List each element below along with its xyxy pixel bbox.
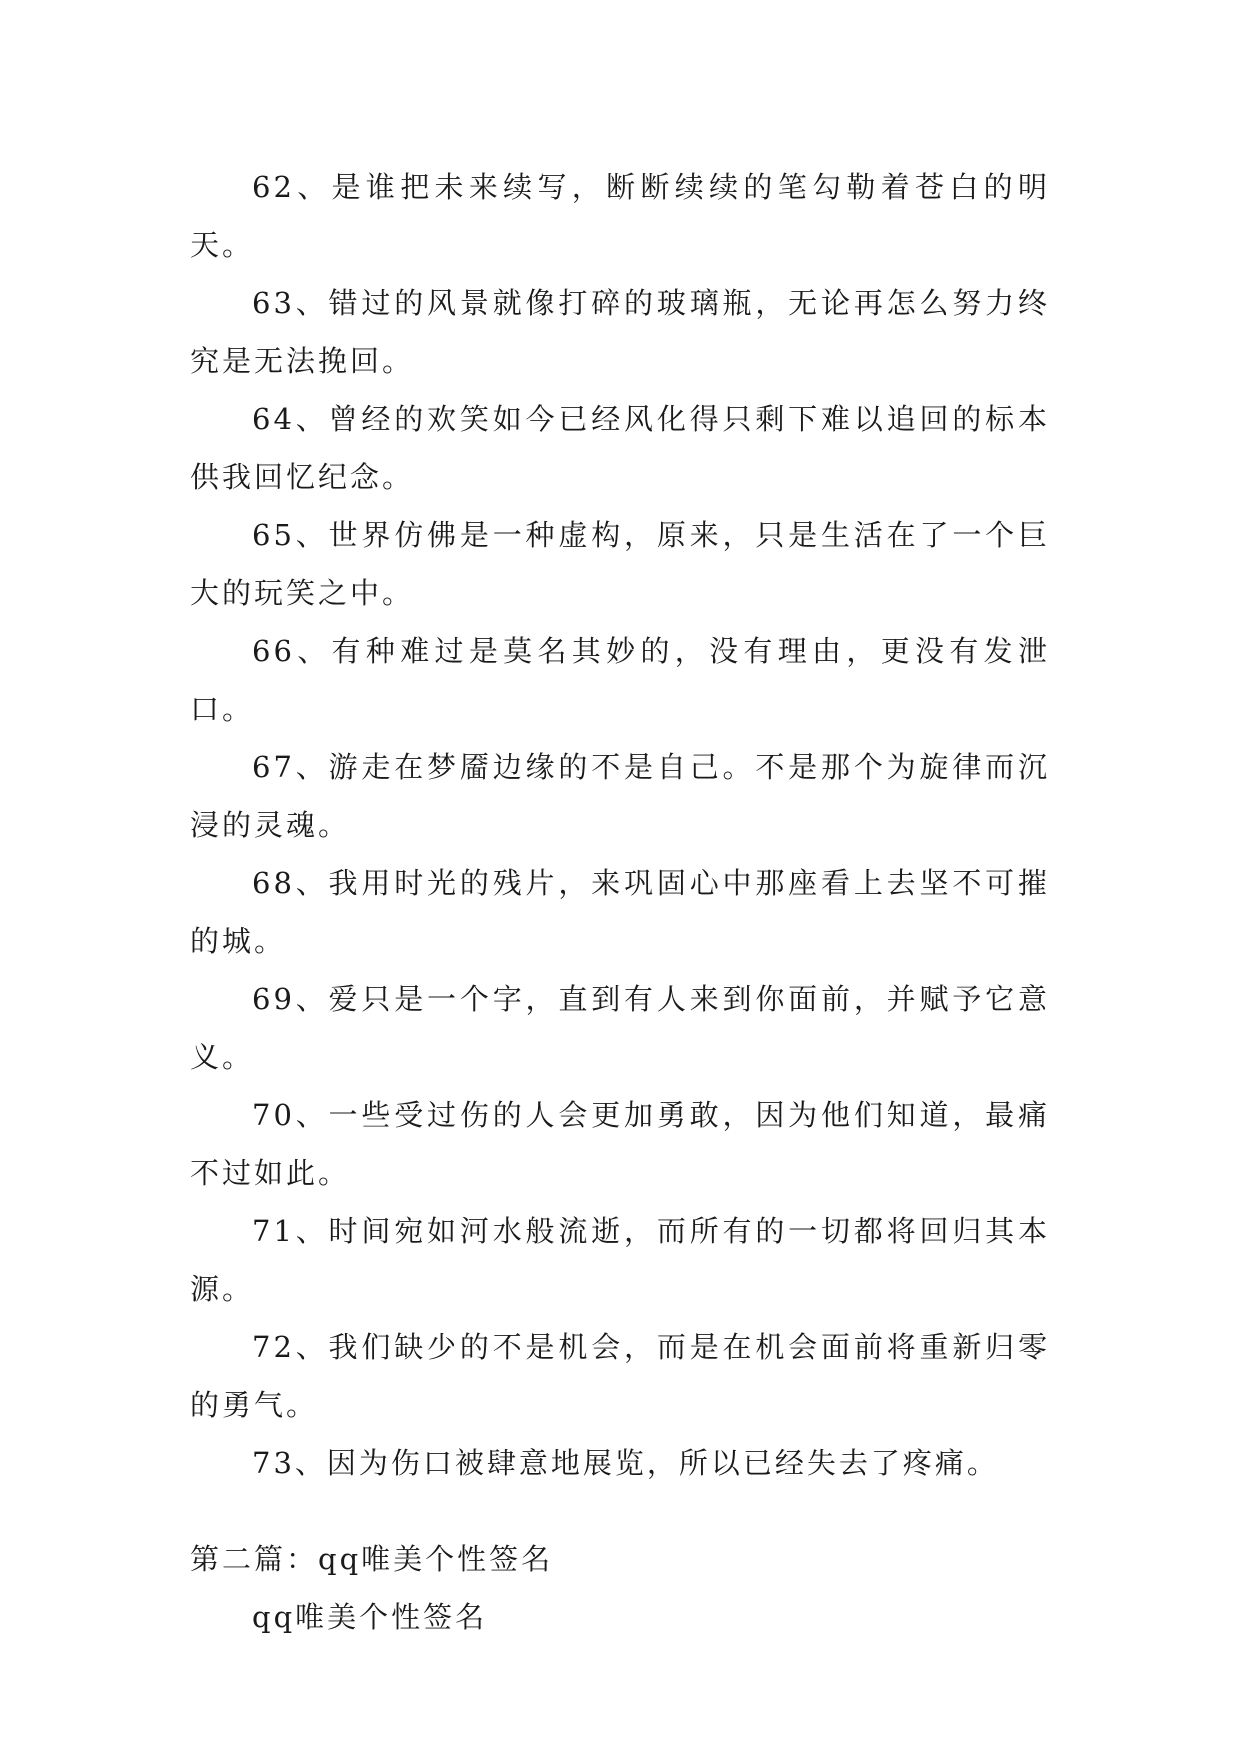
section-subheading: qq唯美个性签名 [252,1600,488,1634]
paragraph-68: 68、我用时光的残片，来巩固心中那座看上去坚不可摧的城。 [190,866,1050,958]
paragraph-67: 67、游走在梦靥边缘的不是自己。不是那个为旋律而沉浸的灵魂。 [190,750,1050,842]
paragraph-69: 69、爱只是一个字，直到有人来到你面前，并赋予它意义。 [190,982,1050,1074]
paragraph-64: 64、曾经的欢笑如今已经风化得只剩下难以追回的标本供我回忆纪念。 [190,402,1050,494]
paragraph-63: 63、错过的风景就像打碎的玻璃瓶，无论再怎么努力终究是无法挽回。 [190,286,1050,378]
paragraph-66: 66、有种难过是莫名其妙的，没有理由，更没有发泄口。 [190,634,1050,726]
paragraph-71: 71、时间宛如河水般流逝，而所有的一切都将回归其本源。 [190,1214,1050,1306]
section-heading: 第二篇：qq唯美个性签名 [190,1542,554,1576]
paragraph-72: 72、我们缺少的不是机会，而是在机会面前将重新归零的勇气。 [190,1330,1050,1422]
paragraph-73: 73、因为伤口被肆意地展览，所以已经失去了疼痛。 [252,1446,999,1480]
paragraph-62: 62、是谁把未来续写，断断续续的笔勾勒着苍白的明天。 [190,170,1050,262]
paragraph-65: 65、世界仿佛是一种虚构，原来，只是生活在了一个巨大的玩笑之中。 [190,518,1050,610]
document-body [190,158,1050,1646]
paragraph-70: 70、一些受过伤的人会更加勇敢，因为他们知道，最痛不过如此。 [190,1098,1050,1190]
